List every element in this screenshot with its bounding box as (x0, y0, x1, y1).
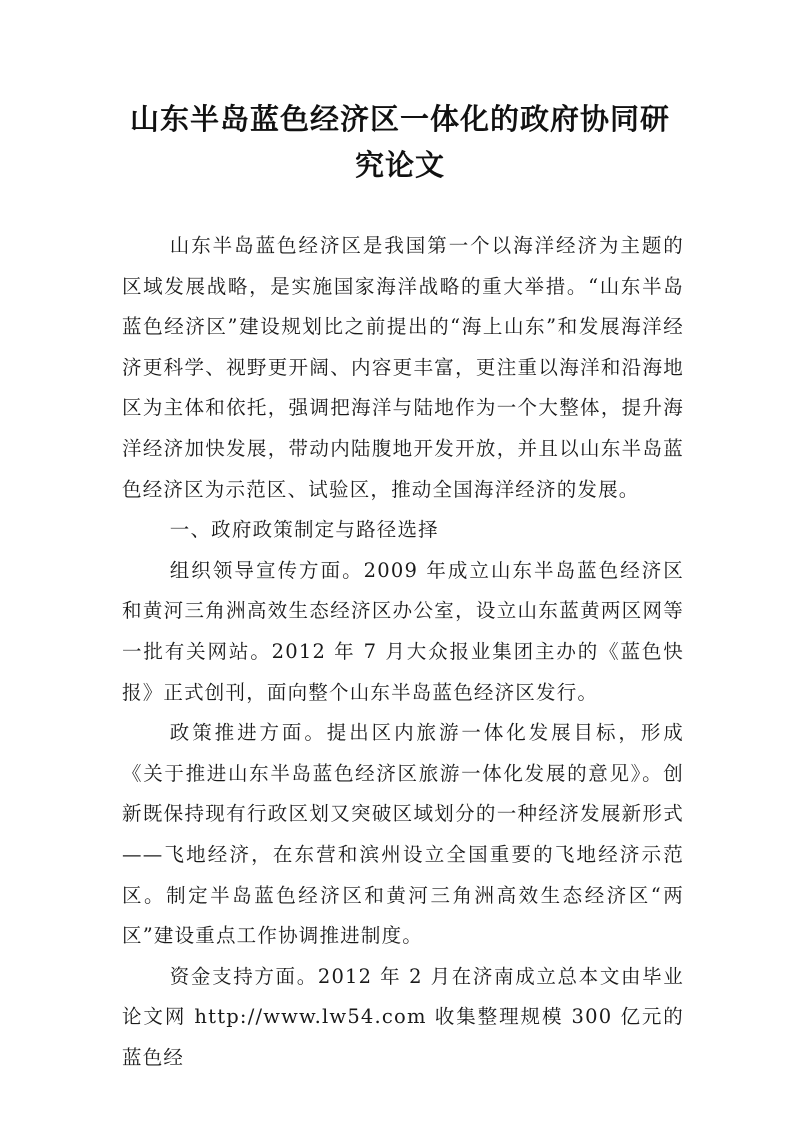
document-body (122, 226, 684, 1078)
section-heading: 一、政府政策制定与路径选择 (169, 518, 439, 542)
paragraph-funding: 资金支持方面。2012 年 2 月在济南成立总本文由毕业论文网 http://www.lw54.com 收集整理规模 300 亿元的蓝色经 (122, 964, 684, 1069)
paragraph-organization: 组织领导宣传方面。2009 年成立山东半岛蓝色经济区和黄河三角洲高效生态经济区办公室，设立山东蓝黄两区网等一批有关网站。2012 年 7 月大众报业集团主办的《蓝色快报》正式创刊，面向整个山东半岛蓝色经济区发行。 (122, 558, 684, 704)
document-title: 山东半岛蓝色经济区一体化的政府协同研究论文 (129, 102, 670, 182)
paragraph-intro: 山东半岛蓝色经济区是我国第一个以海洋经济为主题的区域发展战略，是实施国家海洋战略的重大举措。“山东半岛蓝色经济区”建设规划比之前提出的“海上山东”和发展海洋经济更科学、视野更开阔、内容更丰富，更注重以海洋和沿海地区为主体和依托，强调把海洋与陆地作为一个大整体，提升海洋经济加快发展，带动内陆腹地开发开放，并且以山东半岛蓝色经济区为示范区、试验区，推动全国海洋经济的发展。 (122, 234, 684, 501)
paragraph-policy: 政策推进方面。提出区内旅游一体化发展目标，形成《关于推进山东半岛蓝色经济区旅游一体化发展的意见》。创新既保持现有行政区划又突破区域划分的一种经济发展新形式——飞地经济，在东营和滨州设立全国重要的飞地经济示范区。制定半岛蓝色经济区和黄河三角洲高效生态经济区“两区”建设重点工作协调推进制度。 (122, 721, 684, 948)
